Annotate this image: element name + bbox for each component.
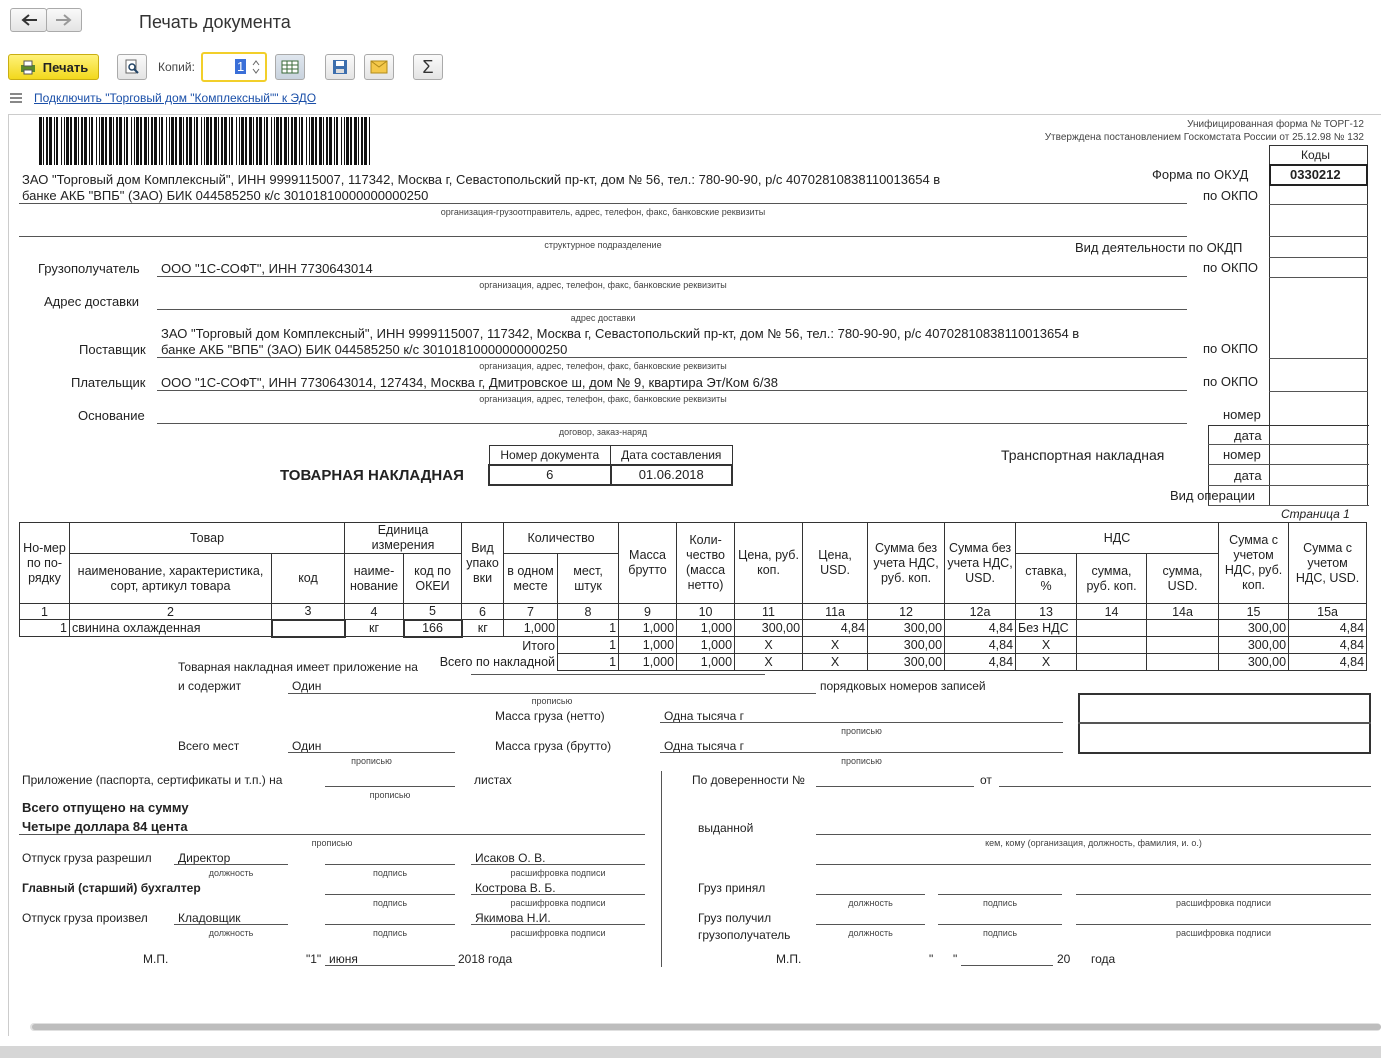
delivery-caption: адрес доставки: [570, 313, 636, 323]
sheets-label: листах: [474, 773, 512, 787]
vsego-rate: X: [1016, 654, 1077, 671]
allowed-decode-caption: расшифровка подписи: [510, 868, 606, 878]
row-num: 1: [20, 620, 70, 637]
col-rate: ставка, %: [1016, 554, 1077, 604]
received-label-1: Груз получил: [698, 911, 772, 925]
col-vat-rub: сумма, руб. коп.: [1077, 554, 1147, 604]
allowed-sign-caption: подпись: [372, 868, 408, 878]
attach-caption: прописью: [369, 790, 411, 800]
bottom-panel: [0, 1046, 1381, 1058]
column-number: 11а: [803, 604, 868, 620]
issued-caption: кем, кому (организация, должность, фамилия, и. о.): [985, 838, 1202, 848]
doc-date-label: Дата составления: [611, 446, 733, 465]
itogo-price-usd: X: [803, 637, 868, 654]
vsego-sum-usd: 4,84: [945, 654, 1016, 671]
column-number: 9: [619, 604, 677, 620]
net-value: Одна тысяча г: [664, 709, 744, 723]
accountant-name: Кострова В. Б.: [475, 881, 556, 895]
row-okei: 166: [404, 620, 462, 637]
made-decode-caption: расшифровка подписи: [510, 928, 606, 938]
net-caption: прописью: [841, 726, 882, 736]
col-vat: НДС: [1016, 523, 1219, 554]
made-position: Кладовщик: [178, 911, 241, 925]
col-okei: код по ОКЕИ: [404, 554, 462, 604]
vsego-net: 1,000: [677, 654, 735, 671]
payer-caption: организация, адрес, телефон, факс, банковские реквизиты: [479, 394, 727, 404]
doc-title: ТОВАРНАЯ НАКЛАДНАЯ: [280, 467, 464, 484]
shipper-line-1: ЗАО "Торговый дом Комплексный", ИНН 9999115007, 117342, Москва г, Севастопольский пр-кт, дом № 56, тел.: 780-90-90, р/с 40702810838110013654 в: [22, 172, 941, 187]
struct-caption: структурное подразделение: [544, 240, 662, 250]
column-number: 4: [345, 604, 404, 620]
supplier-caption: организация, адрес, телефон, факс, банковские реквизиты: [479, 361, 727, 371]
document-area[interactable]: [8, 114, 1381, 1036]
date-day: "1": [306, 952, 322, 966]
contains-label: и содержит: [178, 679, 242, 693]
accountant-sign-caption: подпись: [372, 898, 408, 908]
col-total-usd: Сумма с учетом НДС, USD.: [1289, 523, 1367, 604]
form-approved: Утверждена постановлением Госкомстата России от 25.12.98 № 132: [1044, 132, 1364, 143]
basis-date-label: дата: [1234, 428, 1262, 443]
row-in-one: 1,000: [504, 620, 558, 637]
okud-label: Форма по ОКУД: [1152, 167, 1249, 182]
gross-value: Одна тысяча г: [664, 739, 744, 753]
consignee-value: ООО "1С-СОФТ", ИНН 7730643014: [161, 261, 373, 276]
supplier-line-1: ЗАО "Торговый дом Комплексный", ИНН 9999115007, 117342, Москва г, Севастопольский пр-кт, дом № 56, тел.: 780-90-90, р/с 40702810838110013654 в: [161, 326, 1080, 341]
column-number: 14: [1077, 604, 1147, 620]
page-label: Страница 1: [1281, 507, 1350, 521]
vsego-sum-rub: 300,00: [868, 654, 945, 671]
column-number: 5: [404, 604, 462, 620]
row-vat-usd: [1147, 620, 1219, 637]
okpo-label-4: по ОКПО: [1203, 374, 1259, 389]
column-number: 2: [70, 604, 272, 620]
payer-value: ООО "1С-СОФТ", ИНН 7730643014, 127434, Москва г, Дмитровское ш, дом № 9, квартира Эт/Ком 6/38: [161, 375, 778, 390]
copies-label: Копий:: [158, 60, 195, 74]
supplier-line-2: банке АКБ "ВПБ" (ЗАО) БИК 044585250 к/с 30101810000000000250: [161, 342, 568, 357]
column-number: 7: [504, 604, 558, 620]
column-number: 1: [20, 604, 70, 620]
consignee-caption: организация, адрес, телефон, факс, банковские реквизиты: [479, 280, 727, 290]
column-number: 3: [272, 604, 345, 620]
proxy-label: По доверенности №: [692, 773, 805, 787]
col-price-rub: Цена, руб. коп.: [735, 523, 803, 604]
delivery-label: Адрес доставки: [44, 294, 140, 309]
payer-label: Плательщик: [71, 375, 146, 390]
made-name: Якимова Н.И.: [475, 911, 551, 925]
released-label: Всего отпущено на сумму: [22, 800, 189, 815]
accountant-decode-caption: расшифровка подписи: [510, 898, 606, 908]
doc-number-table: [488, 445, 733, 486]
released-caption: прописью: [311, 838, 353, 848]
itogo-sum-rub: 300,00: [868, 637, 945, 654]
barcode-icon: [39, 117, 374, 165]
made-sign-caption: подпись: [372, 928, 408, 938]
vsego-places: 1: [558, 654, 619, 671]
date-quote-open: ": [929, 952, 934, 966]
row-gross: 1,000: [619, 620, 677, 637]
allowed-position: Директор: [178, 851, 231, 865]
accepted-sign-caption: подпись: [982, 898, 1018, 908]
basis-label: Основание: [78, 408, 145, 423]
col-code: код: [272, 554, 345, 604]
basis-caption: договор, заказ-наряд: [558, 427, 648, 437]
col-vat-usd: сумма, USD.: [1147, 554, 1219, 604]
okpo-label-3: по ОКПО: [1203, 341, 1259, 356]
itogo-total-rub: 300,00: [1219, 637, 1289, 654]
made-position-caption: должность: [208, 928, 254, 938]
received-decode-caption: расшифровка подписи: [1176, 928, 1271, 938]
row-total-usd: 4,84: [1289, 620, 1367, 637]
itogo-label: Итого: [522, 638, 556, 653]
col-gross: Масса брутто: [619, 523, 677, 604]
col-pack: Вид упако вки: [462, 523, 504, 604]
row-places: 1: [558, 620, 619, 637]
scrollbar-thumb[interactable]: [32, 1024, 1381, 1030]
col-qty: Количество: [504, 523, 619, 554]
row-sum-usd: 4,84: [945, 620, 1016, 637]
edo-link[interactable]: Подключить "Торговый дом "Комплексный"" к ЭДО: [34, 91, 317, 105]
column-number: 15: [1219, 604, 1289, 620]
horizontal-scrollbar[interactable]: [30, 1023, 1381, 1031]
date-year: 2018 года: [458, 952, 513, 966]
col-sum-usd: Сумма без учета НДС, USD.: [945, 523, 1016, 604]
records-label: порядковых номеров записей: [820, 679, 986, 693]
itogo-net: 1,000: [677, 637, 735, 654]
window-title: Печать документа: [139, 12, 291, 32]
supplier-label: Поставщик: [79, 342, 146, 357]
col-sum-rub: Сумма без учета НДС, руб. коп.: [868, 523, 945, 604]
allowed-label: Отпуск груза разрешил: [22, 851, 152, 865]
col-count: Коли-чество (масса нетто): [677, 523, 735, 604]
date-quote-close: ": [953, 952, 958, 966]
doc-number-label: Номер документа: [489, 446, 611, 465]
allowed-name: Исаков О. В.: [475, 851, 546, 865]
attach-label: Приложение (паспорта, сертификаты и т.п.) на: [22, 773, 283, 787]
row-unit: кг: [345, 620, 404, 637]
itogo-price-rub: X: [735, 637, 803, 654]
row-code: [272, 620, 345, 637]
col-in-one: в одном месте: [504, 554, 558, 604]
okpo-label-2: по ОКПО: [1203, 260, 1259, 275]
okud-value: 0330212: [1290, 167, 1341, 182]
copies-value: 1: [237, 59, 245, 74]
vsego-total-usd: 4,84: [1289, 654, 1367, 671]
col-goods-name: наименование, характеристика, сорт, артикул товара: [70, 554, 272, 604]
places-caption: прописью: [351, 756, 392, 766]
issued-label: выданной: [698, 821, 754, 835]
col-total-rub: Сумма с учетом НДС, руб. коп.: [1219, 523, 1289, 604]
row-price-rub: 300,00: [735, 620, 803, 637]
year-label: года: [1091, 952, 1116, 966]
column-number: 6: [462, 604, 504, 620]
okpo-label-1: по ОКПО: [1203, 188, 1259, 203]
stamp-label-right: М.П.: [776, 952, 802, 966]
row-sum-rub: 300,00: [868, 620, 945, 637]
places-label: Всего мест: [178, 739, 240, 753]
column-number: 11: [735, 604, 803, 620]
vsego-label: Всего по накладной: [439, 655, 556, 669]
transport-label: Транспортная накладная: [1001, 447, 1165, 463]
row-rate: Без НДС: [1016, 620, 1077, 637]
basis-number-label: номер: [1223, 407, 1261, 422]
contains-value: Один: [292, 679, 322, 693]
from-label: от: [980, 773, 992, 787]
accepted-label: Груз принял: [698, 881, 766, 895]
allowed-position-caption: должность: [208, 868, 254, 878]
contains-caption: прописью: [531, 696, 573, 706]
form-title: Унифицированная форма № ТОРГ-12: [1187, 119, 1364, 130]
places-value: Один: [292, 739, 322, 753]
col-goods: Товар: [70, 523, 345, 554]
itogo-rate: X: [1016, 637, 1077, 654]
net-label: Масса груза (нетто): [495, 709, 605, 723]
year-20: 20: [1057, 952, 1071, 966]
okdp-label: Вид деятельности по ОКДП: [1075, 240, 1243, 255]
accountant-label: Главный (старший) бухгалтер: [22, 881, 201, 895]
received-label-2: грузополучатель: [698, 928, 791, 942]
itogo-total-usd: 4,84: [1289, 637, 1367, 654]
goods-table: [19, 522, 1367, 671]
accepted-decode-caption: расшифровка подписи: [1176, 898, 1271, 908]
codes-header: Коды: [1301, 148, 1331, 162]
shipper-caption: организация-грузоотправитель, адрес, телефон, факс, банковские реквизиты: [440, 207, 766, 217]
stamp-label-left: М.П.: [143, 952, 169, 966]
column-number: 8: [558, 604, 619, 620]
itogo-sum-usd: 4,84: [945, 637, 1016, 654]
print-button-label: Печать: [42, 59, 89, 75]
vsego-gross: 1,000: [619, 654, 677, 671]
doc-number: 6: [489, 465, 611, 485]
col-price-usd: Цена, USD.: [803, 523, 868, 604]
vsego-total-rub: 300,00: [1219, 654, 1289, 671]
column-number-row: [20, 604, 1367, 620]
row-price-usd: 4,84: [803, 620, 868, 637]
transport-number-label: номер: [1223, 447, 1261, 462]
consignee-label: Грузополучатель: [38, 261, 140, 276]
shipper-line-2: банке АКБ "ВПБ" (ЗАО) БИК 044585250 к/с 30101810000000000250: [22, 188, 429, 203]
annex-label: Товарная накладная имеет приложение на: [178, 660, 418, 674]
vsego-price-usd: X: [803, 654, 868, 671]
column-number: 15а: [1289, 604, 1367, 620]
col-places: мест, штук: [558, 554, 619, 604]
itogo-gross: 1,000: [619, 637, 677, 654]
received-sign-caption: подпись: [982, 928, 1018, 938]
itogo-row: [20, 637, 1367, 654]
row-total-rub: 300,00: [1219, 620, 1289, 637]
received-position-caption: должность: [848, 928, 893, 938]
itogo-places: 1: [558, 637, 619, 654]
table-row: [20, 620, 1367, 637]
row-pack: кг: [462, 620, 504, 637]
gross-label: Масса груза (брутто): [495, 739, 612, 753]
column-number: 14а: [1147, 604, 1219, 620]
vsego-price-rub: X: [735, 654, 803, 671]
column-number: 12: [868, 604, 945, 620]
gross-caption: прописью: [841, 756, 882, 766]
col-unit-name: наиме-нование: [345, 554, 404, 604]
released-value: Четыре доллара 84 цента: [22, 819, 188, 834]
date-month: июня: [329, 952, 358, 966]
made-label: Отпуск груза произвел: [22, 911, 148, 925]
col-num: Но-мер по по-рядку: [20, 523, 70, 604]
doc-date: 01.06.2018: [611, 465, 733, 485]
sigma-icon: Σ: [422, 56, 434, 77]
column-number: 13: [1016, 604, 1077, 620]
transport-date-label: дата: [1234, 468, 1262, 483]
row-net: 1,000: [677, 620, 735, 637]
col-unit: Единица измерения: [345, 523, 462, 554]
column-number: 10: [677, 604, 735, 620]
operation-label: Вид операции: [1170, 488, 1256, 503]
row-vat-rub: [1077, 620, 1147, 637]
accepted-position-caption: должность: [848, 898, 893, 908]
row-name: свинина охлажденная: [70, 620, 272, 637]
column-number: 12а: [945, 604, 1016, 620]
